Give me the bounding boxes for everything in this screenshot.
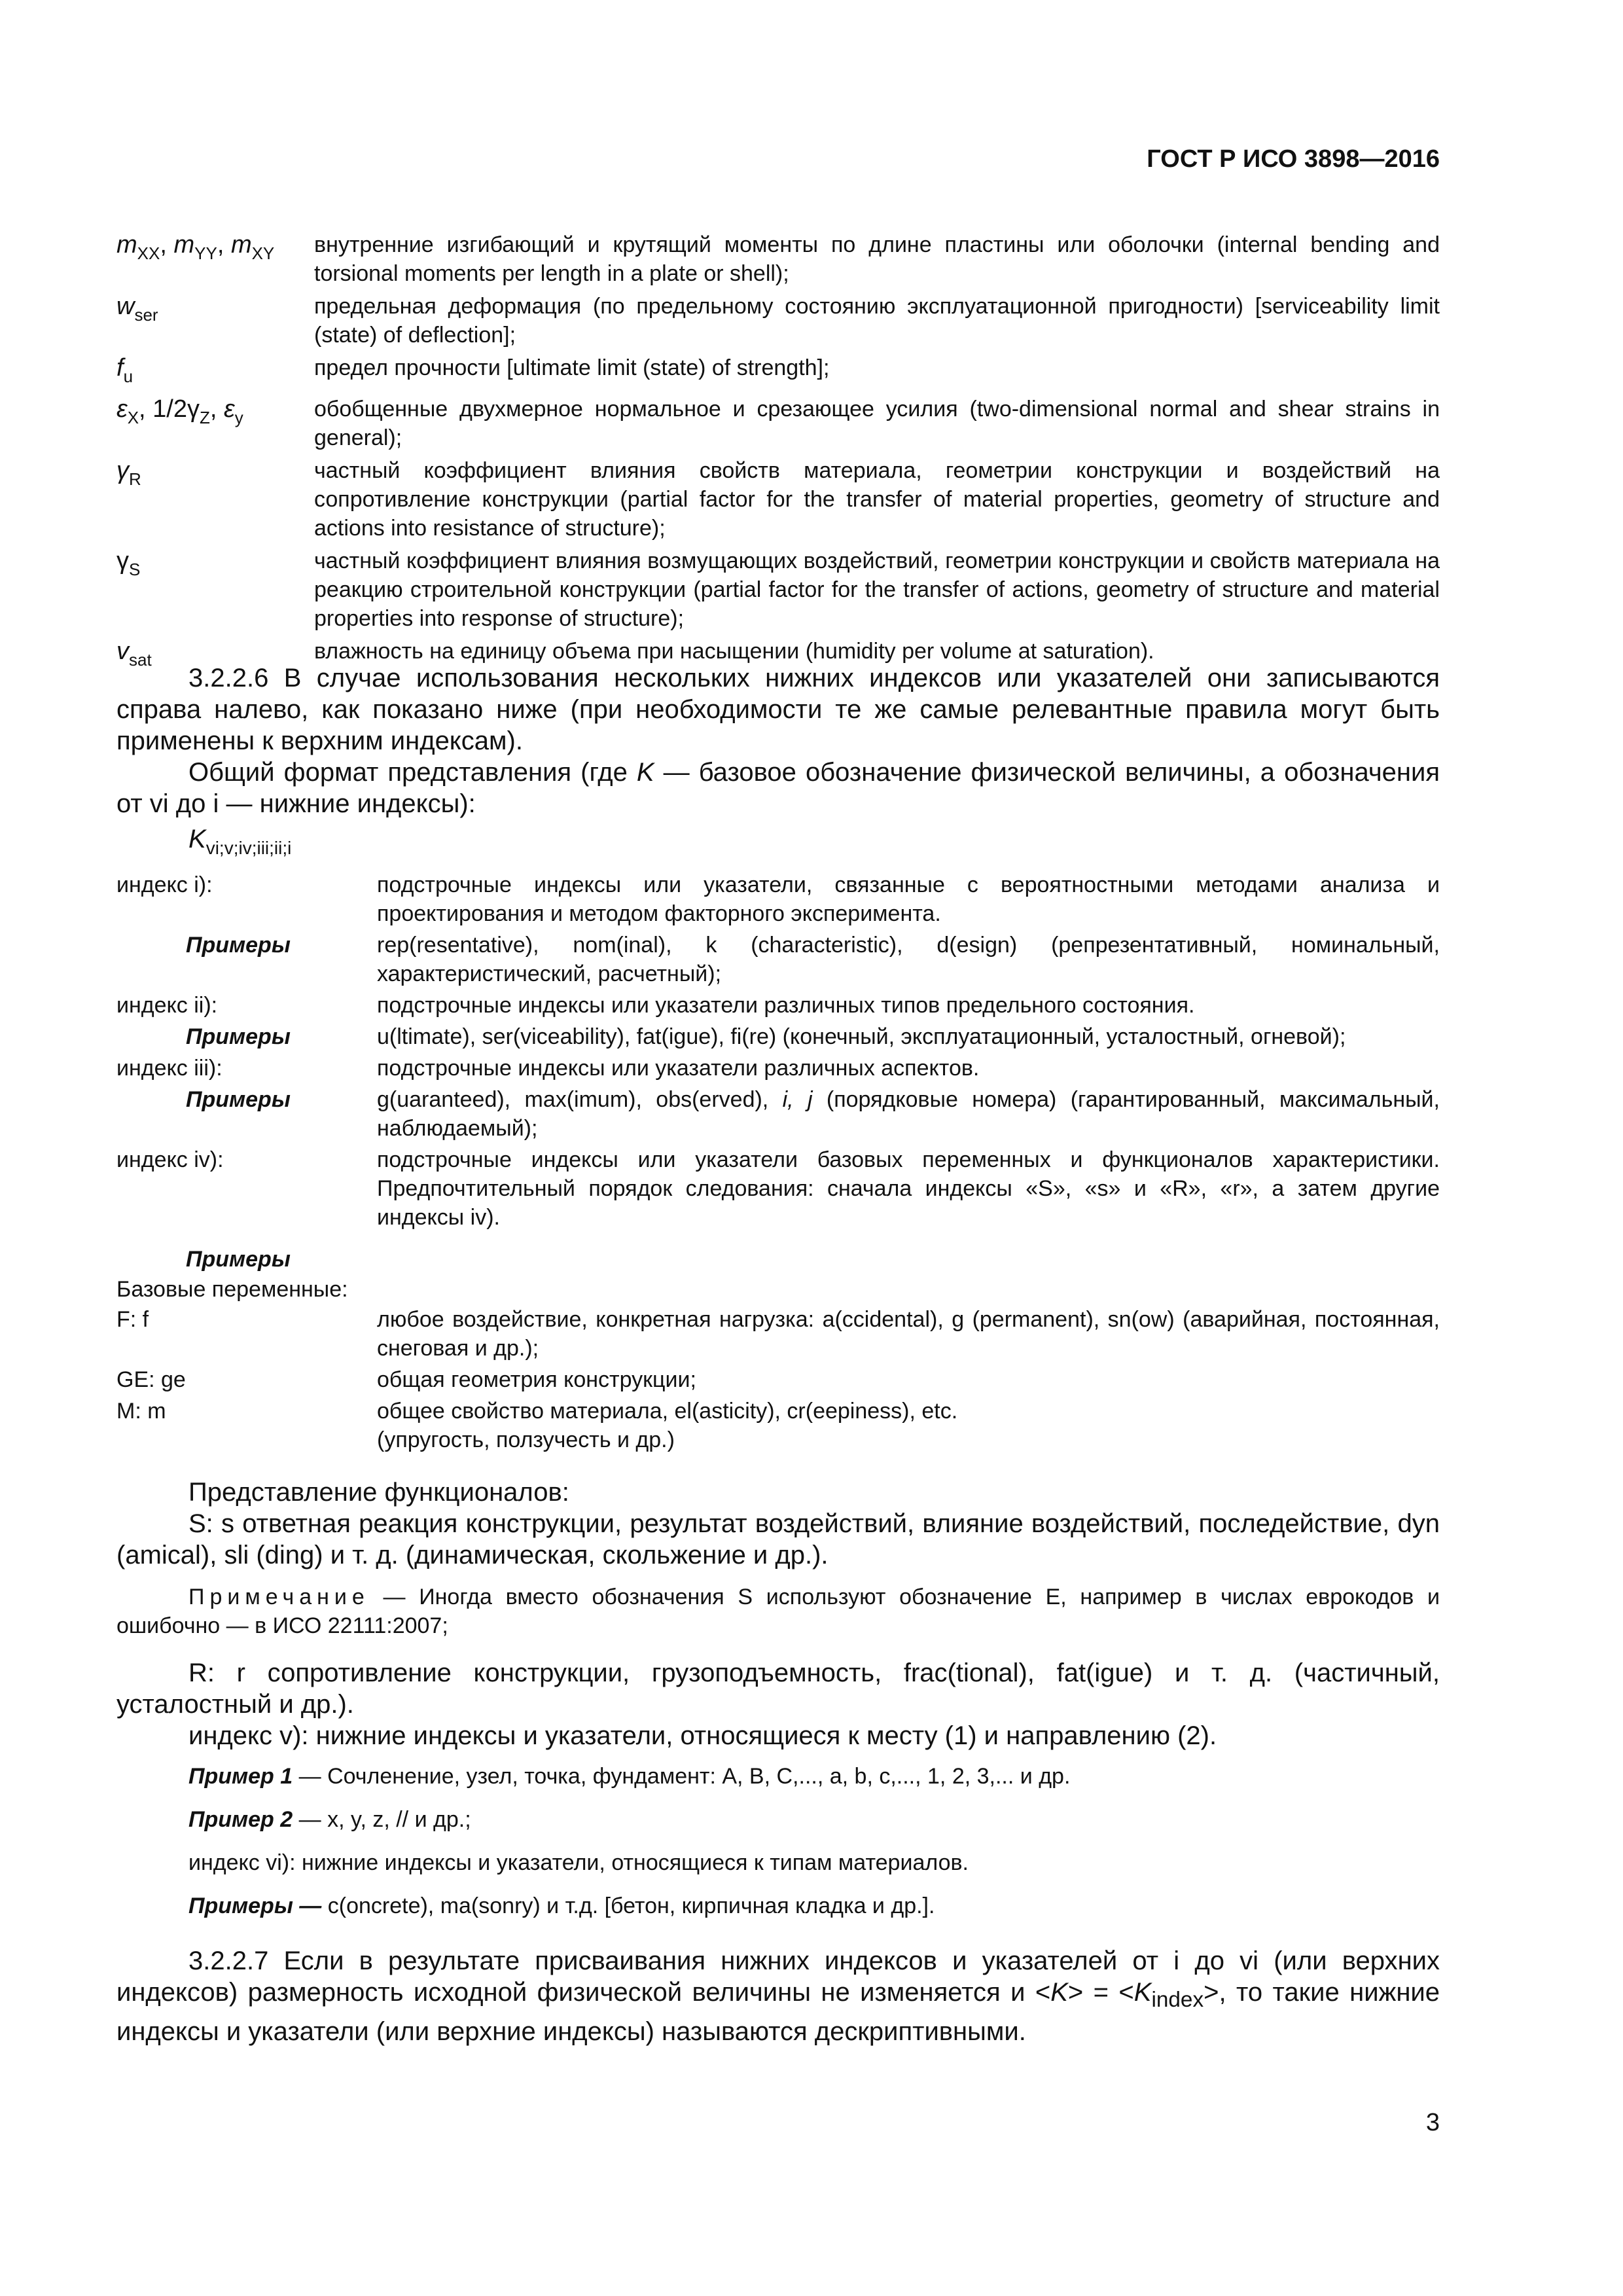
symbol: $v_{sat}$ <box>116 637 152 670</box>
symbol: $\gamma_R$ <box>116 457 141 489</box>
symbol: $f_u$ <box>116 354 134 386</box>
index-row <box>116 870 1440 928</box>
index-label: индекс iv): <box>116 1147 224 1172</box>
symbol: $\gamma_S$ <box>116 547 141 579</box>
symbol-definition: обобщенные двухмерное нормальное и срезающее усилия (two-dimensional normal and shear strains in general); <box>314 397 1440 450</box>
symbol-definition: влажность на единицу объема при насыщении (humidity per volume at saturation). <box>314 639 1154 664</box>
symbol-definition: частный коэффициент влияния возмущающих воздействий, геометрии конструкции и свойств материала на реакцию строительной конструкции (partial factor for the transfer of actions, geometry of structure and material properties into response of structure); <box>314 548 1440 631</box>
variable-key: M: m <box>116 1399 166 1424</box>
symbol-definition: частный коэффициент влияния свойств материала, геометрии конструкции и воздействий на сопротивление конструкции (partial factor for the transfer of material properties, geometry of structure and actions into resistance of structure); <box>314 458 1440 541</box>
document-header: ГОСТ Р ИСО 3898—2016 <box>1147 145 1440 173</box>
variable-definition: общая геометрия конструкции; <box>377 1367 696 1392</box>
symbol: $\varepsilon_X$, $1/2\gamma_Z$, $\varepsilon_y$ <box>116 395 243 427</box>
paragraph-3-2-2-7: 3.2.2.7 Если в результате присваивания нижних индексов и указателей от i до vi (или верхних индексов) размерность исходной физической величины не изменяется $и <K> = <K_{index}>$, то такие нижние индексы и указатели (или верхние индексы) называются дескриптивными. <box>116 1946 1440 2046</box>
page-number: 3 <box>1425 2109 1440 2136</box>
variable-definition: любое воздействие, конкретная нагрузка: a(ccidental), g (permanent), sn(ow) (аварийная, постоянная, снеговая и др.); <box>377 1307 1440 1361</box>
examples-label: Примеры <box>186 933 291 958</box>
format-paragraph: Общий формат представления (где K — базовое обозначение физической величины, а обозначения от vi до i — нижние индексы): <box>116 758 1440 818</box>
symbol-row <box>116 292 1440 350</box>
example-1: Пример 1 — Сочленение, узел, точка, фундамент: A, B, C,..., a, b, c,..., 1, 2, 3,... и др. <box>188 1764 1071 1789</box>
index-definition: подстрочные индексы или указатели, связанные с вероятностными методами анализа и проектирования и методом факторного эксперимента. <box>377 872 1440 926</box>
functional-r: R: r сопротивление конструкции, грузоподъемность, frac(tional), fat(igue) и т. д. (частичный, усталостный и др.). <box>116 1659 1440 1719</box>
symbol-definition: внутренние изгибающий и крутящий моменты по длине пластины или оболочки (internal bending and torsional moments per length in a plate or shell); <box>314 232 1440 286</box>
index-definition: подстрочные индексы или указатели различных типов предельного состояния. <box>377 993 1195 1018</box>
symbol-row <box>116 456 1440 543</box>
index-row <box>116 1054 1440 1083</box>
variable-key: GE: ge <box>116 1367 186 1392</box>
examples-row <box>116 1085 1440 1143</box>
symbol-definition: предел прочности [ultimate limit (state) of strength]; <box>314 355 830 380</box>
symbol-row <box>116 547 1440 633</box>
index-definition: подстрочные индексы или указатели базовых переменных и функционалов характеристики. Предпочтительный порядок следования: сначала индексы «S», «s» и «R», «r», а затем другие индексы iv). <box>377 1147 1440 1230</box>
variable-definition: общее свойство материала, el(asticity), cr(eepiness), etc. (упругость, ползучесть и др.) <box>377 1399 958 1452</box>
variable-row <box>116 1305 1440 1363</box>
examples-text: u(ltimate), ser(viceability), fat(igue), fi(re) (конечный, эксплуатационный, усталостный, огневой); <box>377 1024 1346 1049</box>
examples-label: Примеры <box>186 1087 291 1112</box>
symbol-row <box>116 230 1440 288</box>
variable-row <box>116 1397 1440 1454</box>
example-3: Примеры — c(oncrete), ma(sonry) и т.д. [бетон, кирпичная кладка и др.]. <box>188 1893 935 1918</box>
symbol-definition: предельная деформация (по предельному состоянию эксплуатационной пригодности) [serviceability limit (state) of deflection]; <box>314 294 1440 348</box>
symbol: $w_{ser}$ <box>116 293 158 325</box>
index-label: индекс i): <box>116 872 213 897</box>
functionals-heading: Представление функционалов: <box>188 1478 569 1507</box>
note: Примечание — Иногда вместо обозначения S используют обозначение E, например в числах еврокодов и ошибочно — в ИСО 22111:2007; <box>116 1585 1440 1638</box>
paragraph-3-2-2-6: 3.2.2.6 В случае использования нескольких нижних индексов или указателей они записываются справа налево, как показано ниже (при необходимости те же самые релевантные правила могут быть применены к верхним индексам). <box>116 664 1440 755</box>
examples-row <box>116 1022 1440 1051</box>
index-row <box>116 991 1440 1020</box>
index-definition: подстрочные индексы или указатели различных аспектов. <box>377 1056 980 1081</box>
example-2: Пример 2 — x, y, z, // и др.; <box>188 1807 471 1832</box>
basic-variables-heading: Базовые переменные: <box>116 1277 348 1302</box>
symbol: $m_{XX}$, $m_{YY}$, $m_{XY}$ <box>116 231 275 263</box>
main-text <box>116 662 1440 2047</box>
index-label: индекс ii): <box>116 993 218 1018</box>
symbol-table <box>116 230 1440 678</box>
index-row <box>116 1145 1440 1232</box>
symbol-row <box>116 353 1440 391</box>
examples-row <box>116 931 1440 988</box>
examples-text: rep(resentative), nom(inal), k (characteristic), d(esign) (репрезентативный, номинальный, характеристический, расчетный); <box>377 933 1440 986</box>
index-vi: индекс vi): нижние индексы и указатели, относящиеся к типам материалов. <box>188 1850 969 1875</box>
index-v: индекс v): нижние индексы и указатели, относящиеся к месту (1) и направлению (2). <box>188 1721 1217 1750</box>
functional-s: S: s ответная реакция конструкции, результат воздействий, влияние воздействий, последействие, dyn (amical), sli (ding) и т. д. (динамическая, скольжение и др.). <box>116 1509 1440 1570</box>
examples-label: Примеры <box>186 1247 291 1272</box>
index-label: индекс iii): <box>116 1056 223 1081</box>
symbol-row <box>116 395 1440 452</box>
examples-text: g(uaranteed), max(imum), obs(erved), i, j (порядковые номера) (гарантированный, максимальный, наблюдаемый); <box>377 1087 1440 1141</box>
examples-label: Примеры <box>186 1024 291 1049</box>
variable-row <box>116 1365 1440 1394</box>
variable-key: F: f <box>116 1307 149 1332</box>
general-formula: $K_{vi;v;iv;iii;ii;i}$ <box>188 825 292 858</box>
